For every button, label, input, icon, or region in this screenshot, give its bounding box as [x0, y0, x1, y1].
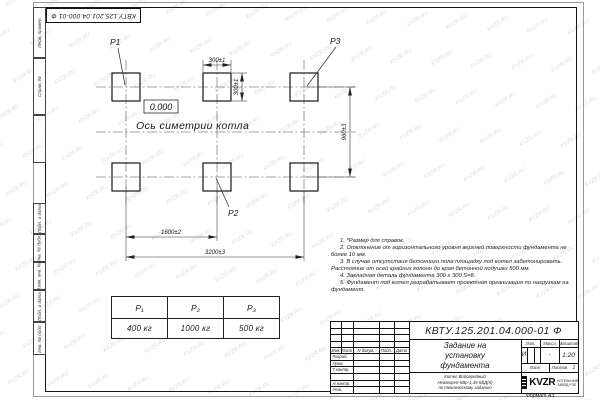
dim-full-3200: 3200±3: [205, 250, 225, 256]
tb-col-data: Дата: [395, 347, 408, 353]
centerlines: [96, 60, 356, 204]
tb-sheet-label: Лист: [529, 365, 541, 370]
symmetry-axis-label: Ось симетрии котла: [136, 120, 250, 132]
kvzr-logo-text: KVZR: [529, 377, 556, 388]
kvzr-logo: [521, 372, 578, 393]
margin-label: Справ. №: [37, 76, 43, 97]
dim-width-300: 300±1: [208, 58, 226, 64]
load-point-p3-label: P3: [330, 36, 341, 46]
tb-scale-value: 1:20: [562, 351, 575, 359]
technical-notes: [331, 238, 579, 295]
elevation-value: 0.000: [149, 102, 173, 112]
tb-row-razrab: Разраб.: [332, 354, 348, 359]
margin-label: Инв. № дубл.: [37, 233, 43, 263]
kvzr-company-name: [557, 379, 578, 387]
tb-scale-label: Масштаб: [558, 340, 579, 346]
kvzr-company-line: ЗАВОД РЭП: [557, 382, 577, 387]
tb-doc-title-line: установку: [445, 350, 485, 360]
load-point-p2-label: P2: [228, 208, 239, 218]
load-table-header-p3: Р₃: [224, 297, 279, 318]
tb-row-tkontr: Т.контр.: [332, 367, 350, 372]
note-item: 2. Отклонение от горизонтального уровня верхней поверхности фундамента не более 10 мм.: [331, 245, 567, 259]
tb-sheets-label: Листов: [551, 365, 567, 370]
note-item: 3. В случае отсутствия бетонного пола площадку под котел забетонировать. Расстояние от осей крайних колонн до края бетонной подушки 500 мм.: [331, 259, 563, 273]
tb-col-doc: N докум.: [357, 347, 375, 353]
tb-lit-label: Лит.: [525, 340, 536, 346]
kvzr-emblem-icon: [521, 376, 527, 389]
load-table-header-p2: Р₂: [168, 297, 223, 318]
note-item: 1. *Размер для справок.: [340, 238, 405, 244]
load-table-value-p3: 500 кг: [224, 319, 279, 338]
kvzr-company-line: КОТЕЛЬНЫЙ: [557, 378, 578, 383]
tb-row-utv: Утв.: [332, 387, 343, 392]
margin-label: Инв. № подл.: [37, 324, 43, 353]
tb-doc-number: КВТУ.125.201.04.000-01 Ф: [425, 324, 562, 337]
tb-doc-title-line: фундамента: [440, 360, 490, 370]
tb-mass-label: Масса: [543, 340, 556, 346]
tb-product-line: по техническому заданию: [438, 385, 492, 391]
load-table-value-p1: 400 кг: [112, 319, 167, 338]
margin-label: Перв. примен.: [37, 17, 43, 48]
tb-row-nkontr: Н.контр.: [332, 380, 351, 386]
note-item: 4. Закладная деталь фундамента 300 x 300 S=8.: [340, 273, 476, 280]
tb-doc-title: [409, 339, 521, 372]
load-table-value-p2: 1000 кг: [168, 319, 223, 338]
dim-half-1600: 1600±2: [161, 230, 181, 236]
tb-row-prov: Пров.: [332, 360, 344, 366]
dim-height-300: 300±1: [234, 78, 240, 96]
tb-sheets-value: 1: [572, 364, 576, 371]
margin-label: Взам. инв. №: [37, 261, 43, 291]
tb-col-list: Лист: [341, 347, 353, 353]
format-label: Формат А3: [525, 392, 555, 399]
load-point-p1-label: P1: [110, 37, 121, 47]
tb-product-line: Котел Водогрейный: [444, 374, 486, 380]
dim-rows-960: 960±3: [342, 123, 348, 141]
tb-sheets-cell: [549, 363, 578, 372]
tb-col-izm: Изм.: [331, 347, 341, 353]
margin-label: Подп. и дата: [37, 204, 43, 233]
tb-product-name: [409, 372, 521, 393]
title-block: [330, 321, 579, 394]
tb-col-podp: Подп.: [380, 347, 393, 353]
tb-doc-title-line: Задание на: [443, 340, 487, 350]
tb-product-line: Heatexpert-КВр-1,45-КБД(К): [437, 379, 493, 385]
corner-stamp-text: КВТУ.125.201.04.000-01 Ф: [51, 12, 136, 19]
note-item: 5. Фундамент под котел разрабатывает проектная организация по нагрузкам на фундамент.: [331, 280, 569, 294]
load-table: [111, 296, 280, 339]
load-table-header-p1: Р₁: [112, 297, 167, 318]
margin-label: Подп. и дата: [37, 291, 43, 321]
tb-lit-value: И: [521, 352, 527, 358]
tb-mass-value: -: [548, 352, 551, 358]
